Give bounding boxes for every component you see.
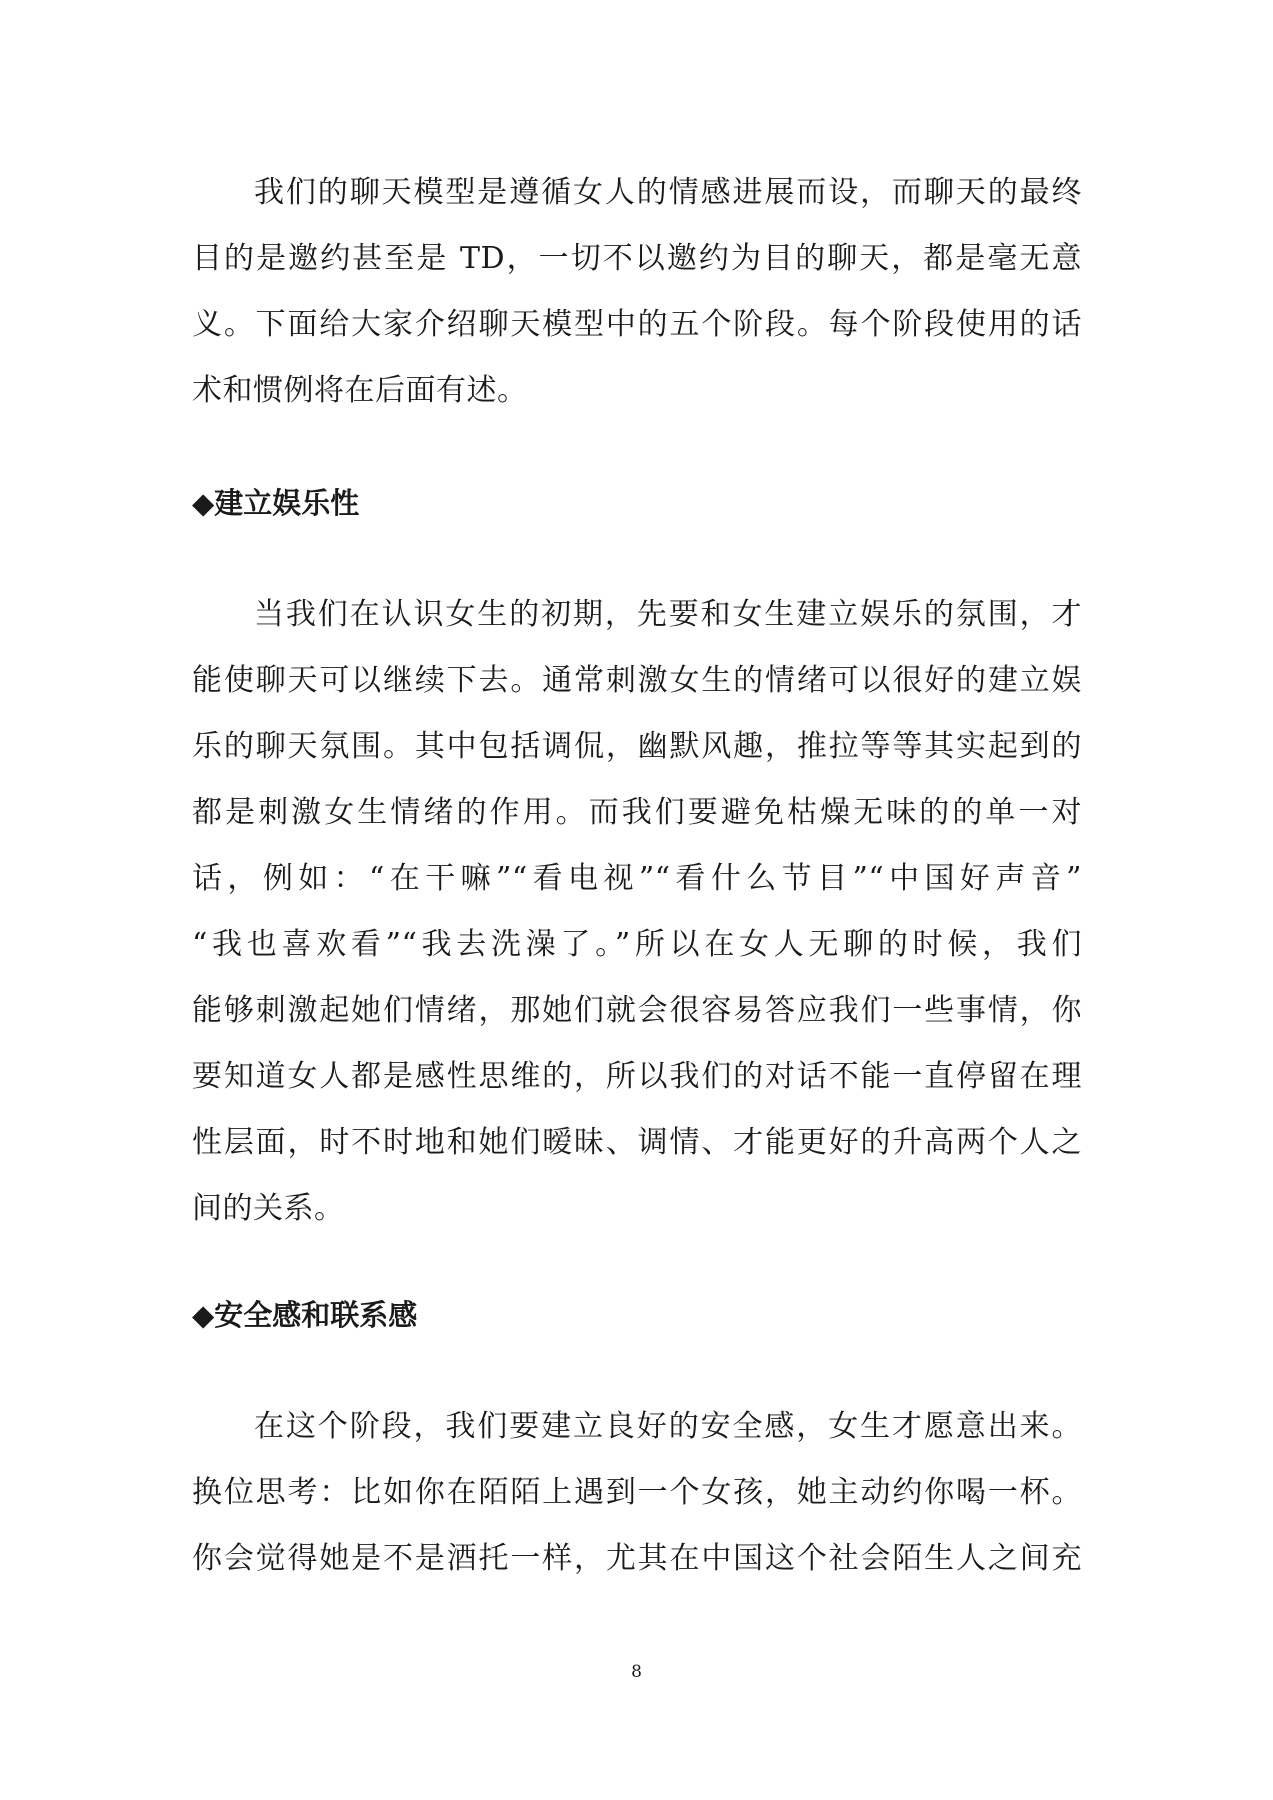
section-heading-entertainment: ◆建立娱乐性 [192, 486, 360, 520]
paragraph-line: 都是刺激女生情绪的作用。而我们要避免枯燥无味的的单一对 [192, 795, 1082, 830]
paragraph-line: 义。下面给大家介绍聊天模型中的五个阶段。每个阶段使用的话 [192, 307, 1082, 342]
paragraph-line: 间的关系。 [192, 1191, 345, 1226]
paragraph-line: 你会觉得她是不是酒托一样，尤其在中国这个社会陌生人之间充 [192, 1541, 1082, 1576]
paragraph-line: 话，例如：“在干嘛”“看电视”“看什么节目”“中国好声音” [192, 861, 1082, 896]
paragraph-line: “我也喜欢看”“我去洗澡了。”所以在女人无聊的时候，我们 [192, 927, 1082, 962]
paragraph-line: 能够刺激起她们情绪，那她们就会很容易答应我们一些事情，你 [192, 993, 1082, 1028]
paragraph-line: 性层面，时不时地和她们暧昧、调情、才能更好的升高两个人之 [192, 1125, 1082, 1160]
paragraph-line: 能使聊天可以继续下去。通常刺激女生的情绪可以很好的建立娱 [192, 663, 1082, 698]
paragraph-line: 术和惯例将在后面有述。 [192, 373, 528, 408]
security-paragraph [192, 1394, 1082, 1592]
page-content [192, 160, 1082, 1592]
paragraph-line: 在这个阶段，我们要建立良好的安全感，女生才愿意出来。 [254, 1409, 1082, 1444]
section-heading-security: ◆安全感和联系感 [192, 1298, 418, 1332]
paragraph-line: 换位思考：比如你在陌陌上遇到一个女孩，她主动约你喝一杯。 [192, 1475, 1082, 1510]
paragraph-line: 当我们在认识女生的初期，先要和女生建立娱乐的氛围，才 [254, 597, 1082, 632]
page-number: 8 [631, 1662, 642, 1682]
paragraph-line: 我们的聊天模型是遵循女人的情感进展而设，而聊天的最终 [254, 175, 1082, 210]
paragraph-line: 乐的聊天氛围。其中包括调侃，幽默风趣，推拉等等其实起到的 [192, 729, 1082, 764]
paragraph-line: 要知道女人都是感性思维的，所以我们的对话不能一直停留在理 [192, 1059, 1082, 1094]
entertainment-paragraph [192, 582, 1082, 1242]
intro-paragraph [192, 160, 1082, 424]
paragraph-line: 目的是邀约甚至是 TD，一切不以邀约为目的聊天，都是毫无意 [192, 241, 1082, 276]
